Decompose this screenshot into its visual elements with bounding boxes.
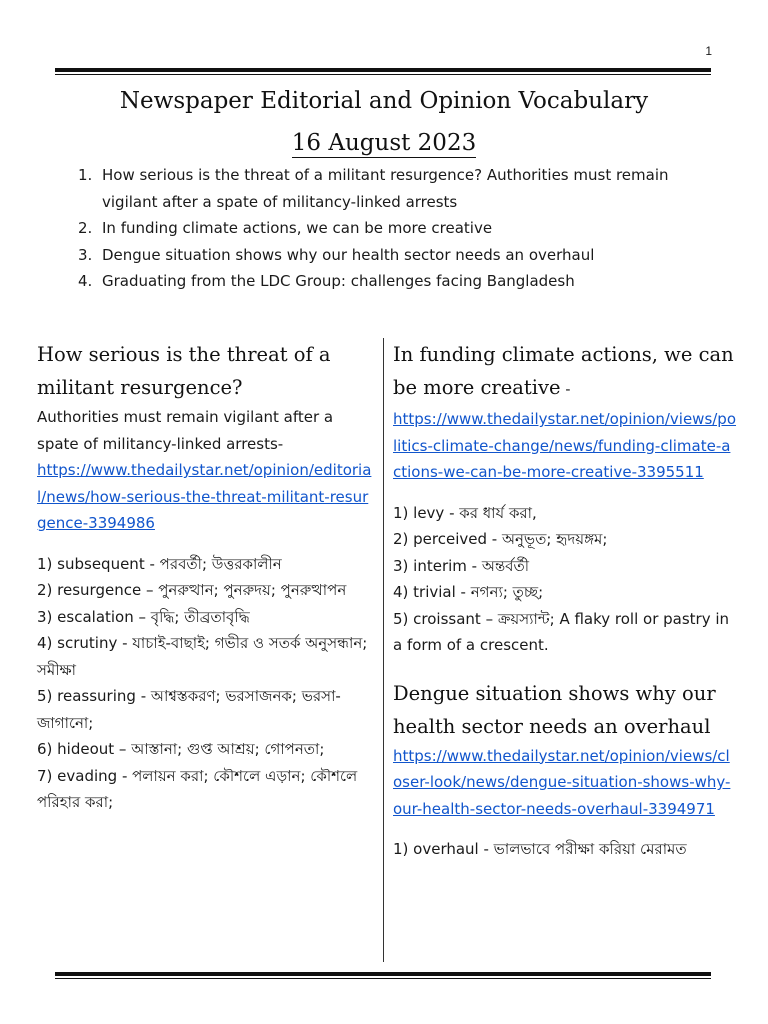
left-column bbox=[37, 338, 377, 816]
bottom-rule bbox=[55, 972, 711, 979]
article3-heading: Dengue situation shows why our health sector needs an overhaul bbox=[393, 681, 716, 738]
toc-text: Graduating from the LDC Group: challenges facing Bangladesh bbox=[102, 272, 575, 290]
toc-number: 3. bbox=[78, 245, 93, 264]
page-date bbox=[0, 128, 768, 158]
article2-heading bbox=[393, 338, 738, 406]
right-column bbox=[393, 338, 738, 863]
vocab-item: 1) overhaul - ভালভাবে পরীক্ষা করিয়া মেরামত bbox=[393, 840, 687, 858]
toc-text: Dengue situation shows why our health sector needs an overhaul bbox=[102, 245, 595, 264]
vocab-item: 3) escalation – বৃদ্ধি; তীব্রতাবৃদ্ধি bbox=[37, 607, 250, 626]
article2-link[interactable]: https://www.thedailystar.net/opinion/views/politics-climate-change/news/funding-climate-actions-we-can-be-more-creative-3395511 bbox=[393, 410, 737, 481]
vocab-item: 5) reassuring - আশ্বস্তকরণ; ভরসাজনক; ভরসা-জাগানো; bbox=[37, 687, 341, 732]
article1-heading: How serious is the threat of a militant resurgence? bbox=[37, 343, 331, 399]
article2-heading-text: In funding climate actions, we can be more creative bbox=[393, 343, 734, 399]
toc-text: How serious is the threat of a militant resurgence? Authorities must remain vigilant after a spate of militancy-linked arrests bbox=[102, 166, 669, 211]
toc-item bbox=[78, 242, 718, 269]
toc-item bbox=[78, 162, 718, 215]
article1-link[interactable]: https://www.thedailystar.net/opinion/editorial/news/how-serious-the-threat-militant-resurgence-3394986 bbox=[37, 461, 372, 532]
vocab-item: 7) evading - পলায়ন করা; কৌশলে এড়ান; কৌশলে পরিহার করা; bbox=[37, 766, 358, 811]
top-rule bbox=[55, 68, 711, 75]
vocab-item: 3) interim - অন্তর্বর্তী bbox=[393, 556, 530, 575]
toc-number: 4. bbox=[78, 272, 93, 290]
vocab-item: 5) croissant – ক্রয়স্যান্ট; A flaky roll or pastry in a form of a crescent. bbox=[393, 609, 730, 654]
toc-number: 2. bbox=[78, 219, 93, 237]
toc-number: 1. bbox=[78, 166, 93, 184]
vocab-item: 1) levy - কর ধার্য করা, bbox=[393, 503, 537, 522]
vocab-item: 1) subsequent - পরবর্তী; উত্তরকালীন bbox=[37, 554, 282, 573]
vocab-item: 4) trivial - নগন্য; তুচ্ছ; bbox=[393, 583, 544, 601]
column-divider bbox=[383, 338, 384, 962]
vocab-item: 2) resurgence – পুনরুত্থান; পুনরুদয়; পুনরুত্থাপন bbox=[37, 581, 347, 599]
vocab-item: 6) hideout – আস্তানা; গুপ্ত আশ্রয়; গোপনতা; bbox=[37, 740, 325, 758]
page-number: 1 bbox=[705, 44, 712, 58]
page-title: Newspaper Editorial and Opinion Vocabulary bbox=[119, 88, 649, 114]
toc-item bbox=[78, 268, 718, 295]
article1-vocab-list bbox=[37, 551, 377, 816]
date-text: 16 August 2023 bbox=[291, 130, 477, 156]
vocab-item: 4) scrutiny - যাচাই-বাছাই; গভীর ও সতর্ক অনুসন্ধান; সমীক্ষা bbox=[37, 634, 368, 679]
table-of-contents bbox=[78, 162, 718, 295]
article1-subtitle: Authorities must remain vigilant after a spate of militancy-linked arrests- bbox=[37, 408, 334, 453]
article3-link[interactable]: https://www.thedailystar.net/opinion/views/closer-look/news/dengue-situation-shows-why-our-health-sector-needs-overhaul-3394971 bbox=[393, 746, 731, 818]
article3-vocab-list bbox=[393, 836, 738, 863]
vocab-item: 2) perceived - অনুভূত; হৃদয়ঙ্গম; bbox=[393, 530, 608, 548]
article2-vocab-list bbox=[393, 500, 738, 659]
toc-text: In funding climate actions, we can be more creative bbox=[102, 219, 493, 237]
article2-heading-suffix: - bbox=[560, 380, 571, 398]
toc-item bbox=[78, 215, 718, 242]
